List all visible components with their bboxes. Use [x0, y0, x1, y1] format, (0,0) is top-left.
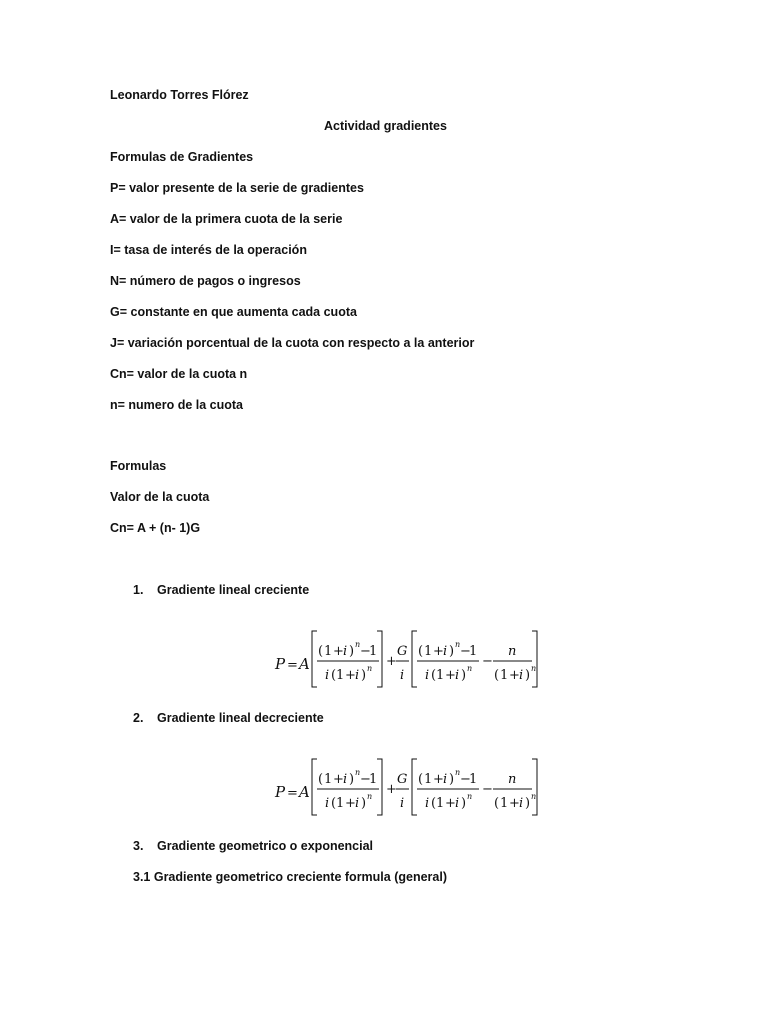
formula-exponent: n: [531, 664, 537, 673]
formula-exponent: n: [455, 640, 461, 649]
left-bracket-icon: [412, 631, 417, 687]
right-bracket-icon: [377, 631, 382, 687]
formula-token: ): [361, 796, 367, 811]
formula-token: (: [318, 644, 324, 659]
right-bracket-icon: [532, 759, 537, 815]
formula-token: (: [494, 796, 500, 811]
formula-token: +: [333, 644, 344, 659]
formula-token: (: [418, 772, 424, 787]
formula-token: i: [443, 644, 448, 659]
formula-token: n: [508, 772, 517, 787]
formula-token: 1: [369, 644, 378, 659]
list-item-label: Gradiente lineal decreciente: [157, 711, 324, 725]
section-heading: Formulas de Gradientes: [110, 150, 254, 164]
left-bracket-icon: [312, 759, 317, 815]
formula-coefficient-a: A: [299, 783, 310, 801]
definition-item: A= valor de la primera cuota de la serie: [110, 212, 343, 226]
formula-token: +: [445, 668, 456, 683]
formula-token: ): [449, 644, 455, 659]
cuota-heading: Valor de la cuota: [110, 490, 210, 504]
formula-token: 1: [336, 668, 345, 683]
list-number: 1.: [133, 583, 144, 597]
present-value-formula: [270, 757, 550, 819]
formula-token: (: [431, 796, 437, 811]
formula-lhs: P: [275, 655, 286, 673]
formula-graphic: [270, 757, 550, 819]
definition-item: P= valor presente de la serie de gradientes: [110, 181, 364, 195]
formula-token: 1: [424, 772, 433, 787]
formula-coefficient-a: A: [299, 655, 310, 673]
formula-token: (: [431, 668, 437, 683]
formula-token: 1: [324, 772, 333, 787]
formula-token: i: [325, 668, 330, 683]
formula-exponent: n: [355, 768, 361, 777]
formula-equals: =: [287, 786, 298, 801]
definition-item: G= constante en que aumenta cada cuota: [110, 305, 357, 319]
list-number: 3.: [133, 839, 144, 853]
list-number: 2.: [133, 711, 144, 725]
formula-token: 1: [500, 796, 509, 811]
formula-token: i: [455, 668, 460, 683]
present-value-formula: [270, 629, 550, 691]
formula-token: −: [360, 772, 371, 787]
formula-token: i: [425, 796, 430, 811]
definition-item: n= numero de la cuota: [110, 398, 244, 412]
formula-token: i: [425, 668, 430, 683]
formula-token: i: [325, 796, 330, 811]
formula-token: i: [443, 772, 448, 787]
formula-token: −: [482, 782, 493, 797]
formulas-heading: Formulas: [110, 459, 167, 473]
formula-token: i: [519, 796, 524, 811]
formula-lhs: P: [275, 783, 286, 801]
author-name: Leonardo Torres Flórez: [110, 88, 249, 102]
formula-token: ): [461, 668, 467, 683]
formula-token: i: [343, 772, 348, 787]
formula-token: G: [397, 772, 408, 787]
formula-token: −: [482, 654, 493, 669]
list-item-label: Gradiente lineal creciente: [157, 583, 310, 597]
formula-token: 1: [369, 772, 378, 787]
formula-token: +: [433, 644, 444, 659]
formula-token: ): [525, 668, 531, 683]
formula-token: ): [349, 644, 355, 659]
formula-token: 1: [469, 644, 478, 659]
left-bracket-icon: [312, 631, 317, 687]
formula-equals: =: [287, 658, 298, 673]
formula-token: n: [508, 644, 517, 659]
definition-item: Cn= valor de la cuota n: [110, 367, 248, 381]
formula-token: +: [345, 796, 356, 811]
formula-token: ): [349, 772, 355, 787]
definition-item: J= variación porcentual de la cuota con respecto a la anterior: [110, 336, 475, 350]
formula-token: +: [509, 796, 520, 811]
formula-token: 1: [500, 668, 509, 683]
formula-token: 1: [324, 644, 333, 659]
formula-token: ): [461, 796, 467, 811]
formula-token: 1: [436, 668, 445, 683]
document-title: Actividad gradientes: [324, 119, 447, 133]
formula-token: i: [355, 796, 360, 811]
formula-token: +: [333, 772, 344, 787]
formula-token: +: [433, 772, 444, 787]
formula-token: 1: [424, 644, 433, 659]
formula-exponent: n: [367, 664, 373, 673]
formula-token: +: [509, 668, 520, 683]
formula-exponent: n: [467, 664, 473, 673]
right-bracket-icon: [377, 759, 382, 815]
formula-token: (: [418, 644, 424, 659]
formula-token: +: [345, 668, 356, 683]
formula-token: ): [525, 796, 531, 811]
formula-token: −: [460, 772, 471, 787]
formula-token: −: [460, 644, 471, 659]
formula-token: i: [343, 644, 348, 659]
formula-token: 1: [336, 796, 345, 811]
formula-token: −: [360, 644, 371, 659]
formula-token: +: [386, 654, 397, 669]
formula-token: +: [386, 782, 397, 797]
formula-token: ): [361, 668, 367, 683]
right-bracket-icon: [532, 631, 537, 687]
formula-exponent: n: [455, 768, 461, 777]
formula-token: (: [331, 796, 337, 811]
formula-exponent: n: [367, 792, 373, 801]
formula-token: i: [400, 796, 405, 811]
formula-token: (: [494, 668, 500, 683]
definition-item: I= tasa de interés de la operación: [110, 243, 307, 257]
definition-item: N= número de pagos o ingresos: [110, 274, 301, 288]
formula-token: (: [331, 668, 337, 683]
formula-token: i: [400, 668, 405, 683]
formula-graphic: [270, 629, 550, 691]
formula-exponent: n: [531, 792, 537, 801]
list-item-label: Gradiente geometrico o exponencial: [157, 839, 374, 853]
formula-token: G: [397, 644, 408, 659]
formula-token: (: [318, 772, 324, 787]
subsection-heading: 3.1 Gradiente geometrico creciente formula (general): [133, 870, 447, 884]
formula-exponent: n: [355, 640, 361, 649]
formula-token: i: [355, 668, 360, 683]
left-bracket-icon: [412, 759, 417, 815]
formula-token: i: [519, 668, 524, 683]
formula-token: 1: [436, 796, 445, 811]
formula-token: +: [445, 796, 456, 811]
formula-exponent: n: [467, 792, 473, 801]
cuota-formula: Cn= A + (n- 1)G: [110, 521, 201, 535]
formula-token: ): [449, 772, 455, 787]
formula-token: 1: [469, 772, 478, 787]
formula-token: i: [455, 796, 460, 811]
